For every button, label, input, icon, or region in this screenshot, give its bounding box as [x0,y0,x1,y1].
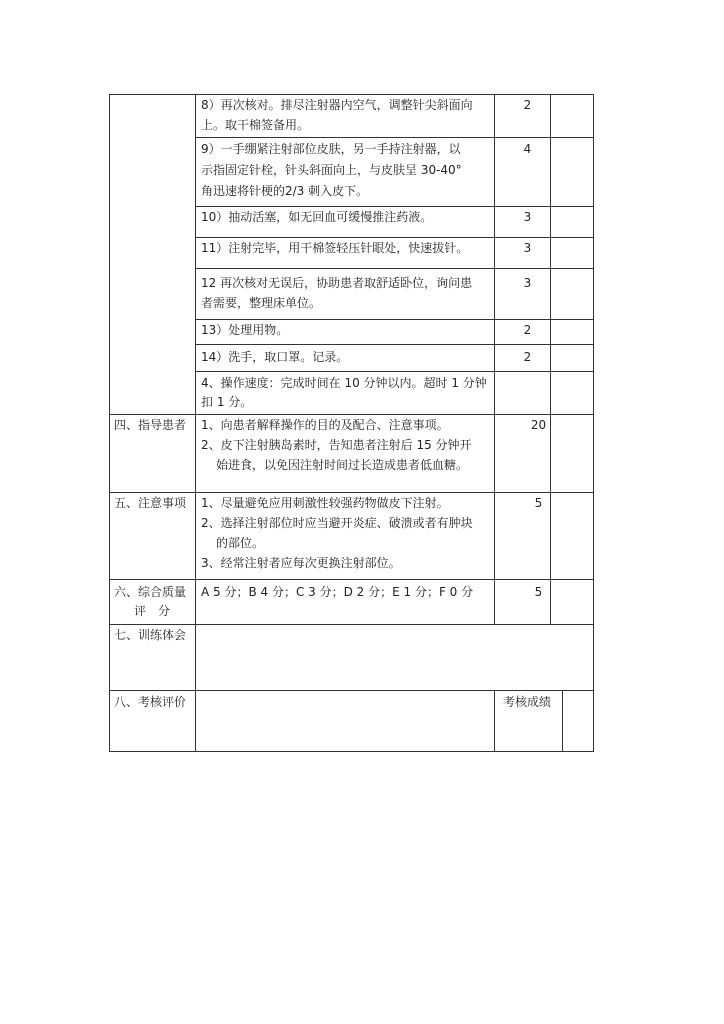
quality-grades: A 5 分；B 4 分；C 3 分；D 2 分；E 1 分；F 0 分 [201,585,474,599]
step-text: 角迅速将针梗的2/3 刺入皮下。 [201,184,369,198]
step-text: 扣 1 分。 [201,395,253,409]
row-divider [195,344,594,345]
section-label-quality: 六、综合质量 [114,585,187,599]
step-score: 3 [523,241,532,255]
row-divider [195,268,594,269]
column-divider [494,690,495,752]
step-score: 3 [523,276,532,290]
row-divider [195,137,594,138]
column-divider [109,94,110,752]
step-text: 12 再次核对无误后，协助患者取舒适卧位，询问患 [201,276,473,290]
guide-content [201,415,491,475]
row-divider [109,751,594,752]
step-score: 4 [523,142,532,156]
step-text: 上。取干棉签备用。 [201,118,310,132]
step-text: 9）一手绷紧注射部位皮肤，另一手持注射器，以 [201,142,461,156]
step-text: 13）处理用物。 [201,323,289,337]
note-item-continued: 的部位。 [216,536,265,550]
step-text: 11）注射完毕，用干棉签轻压针眼处，快速拔针。 [201,241,469,255]
note-item: 2、选择注射部位时应当避开炎症、破溃或者有肿块 [201,516,473,530]
step-text: 10）抽动活塞，如无回血可缓慢推注药液。 [201,210,433,224]
quality-score: 5 [534,585,543,599]
row-divider [109,579,594,580]
notes-content [201,493,491,573]
section-label-quality-line2: 评 分 [134,604,171,618]
notes-score: 5 [534,496,543,510]
guide-score: 20 [530,418,547,432]
step-text: 者需要，整理床单位。 [201,296,322,310]
section-label-training: 七、训练体会 [114,628,187,642]
row-divider [195,371,594,372]
step-score: 3 [523,210,532,224]
guide-item: 1、向患者解释操作的目的及配合、注意事项。 [201,418,449,432]
step-text: 8）再次核对。排尽注射器内空气，调整针尖斜面向 [201,98,473,112]
step-score: 2 [523,98,532,112]
step-score: 2 [523,323,532,337]
section-label-notes: 五、注意事项 [114,496,187,510]
column-divider [593,94,594,752]
column-divider [195,94,196,752]
step-score: 2 [523,350,532,364]
row-divider [109,690,594,691]
guide-item: 2、皮下注射胰岛素时，告知患者注射后 15 分钟开 [201,438,472,452]
section-label-assessment: 八、考核评价 [114,695,187,709]
section-label-guide: 四、指导患者 [114,418,187,432]
step-text: 14）洗手，取口罩。记录。 [201,350,349,364]
procedure-score-table [109,94,594,752]
note-item: 1、尽量避免应用刺激性较强药物做皮下注射。 [201,496,449,510]
guide-item-continued: 始进食，以免因注射时间过长造成患者低血糖。 [216,458,469,472]
step-text: 示指固定针栓，针头斜面向上，与皮肤呈 30-40° [201,163,462,177]
column-divider [562,690,563,752]
note-item: 3、经常注射者应每次更换注射部位。 [201,556,401,570]
assessment-result-label: 考核成绩 [503,695,552,709]
step-text: 4、操作速度：完成时间在 10 分钟以内。超时 1 分钟 [201,376,487,390]
